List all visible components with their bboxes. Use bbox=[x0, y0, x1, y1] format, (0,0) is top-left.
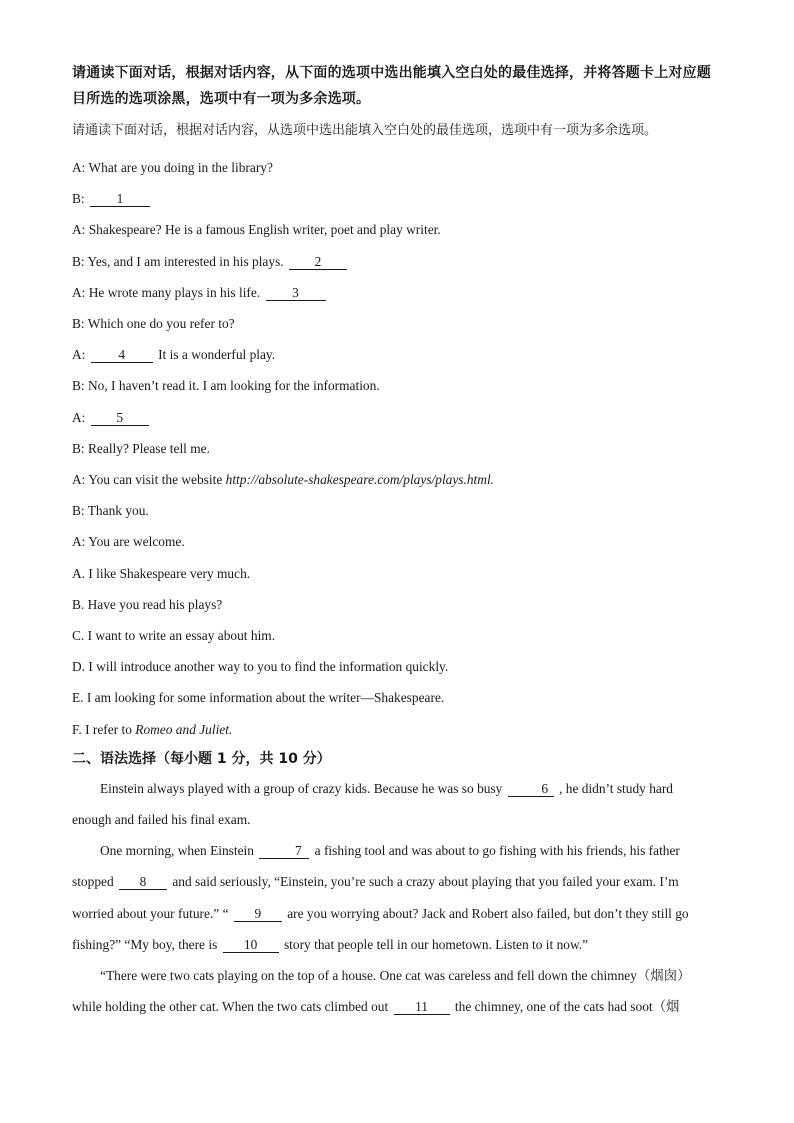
blank-2: 2 bbox=[289, 255, 347, 270]
blank-6: 6 bbox=[508, 782, 554, 797]
paragraph-1-cont: enough and failed his final exam. bbox=[72, 812, 251, 828]
dialogue-line-8: B: No, I haven’t read it. I am looking for the information. bbox=[72, 378, 380, 394]
dialogue-line-6: B: Which one do you refer to? bbox=[72, 316, 235, 332]
dialogue-line-4: B: Yes, and I am interested in his plays. 2 bbox=[72, 246, 722, 277]
dialogue-line-9: A: 5 bbox=[72, 402, 722, 433]
dialogue bbox=[72, 152, 722, 558]
dialogue-line-2: B: 1 bbox=[72, 183, 722, 214]
options-list bbox=[72, 558, 722, 745]
blank-3: 3 bbox=[266, 286, 326, 301]
blank-11: 11 bbox=[394, 1000, 450, 1015]
blank-10: 10 bbox=[223, 938, 279, 953]
option-b: B. Have you read his plays? bbox=[72, 596, 223, 612]
option-d: D. I will introduce another way to you to find the information quickly. bbox=[72, 659, 449, 675]
dialogue-line-11: A: You can visit the website http://absolute-shakespeare.com/plays/plays.html. bbox=[72, 472, 495, 488]
section-title: 二、语法选择（每小题 1 分，共 10 分） bbox=[72, 750, 331, 767]
document-page bbox=[72, 60, 722, 1022]
paragraph-3-line-2: while holding the other cat. When the two cats climbed out 11 the chimney, one of the cats had soot（烟 bbox=[72, 999, 680, 1015]
dialogue-line-5: A: He wrote many plays in his life. 3 bbox=[72, 277, 722, 308]
dialogue-line-1: A: What are you doing in the library? bbox=[72, 160, 273, 175]
paragraph-2-line-4: fishing?” “My boy, there is 10 story that people tell in our hometown. Listen to it now.” bbox=[72, 936, 589, 952]
dialogue-line-12: B: Thank you. bbox=[72, 503, 149, 519]
blank-8: 8 bbox=[119, 875, 167, 890]
instruction: 请通读下面对话，根据对话内容，从选项中选出能填入空白处的最佳选项，选项中有一项为多余选项。 bbox=[72, 123, 658, 138]
blank-4: 4 bbox=[91, 348, 153, 363]
dialogue-line-10: B: Really? Please tell me. bbox=[72, 440, 210, 456]
blank-7: 7 bbox=[259, 844, 309, 859]
option-e: E. I am looking for some information about the writer—Shakespeare. bbox=[72, 690, 445, 706]
option-a: A. I like Shakespeare very much. bbox=[72, 565, 251, 581]
option-c: C. I want to write an essay about him. bbox=[72, 628, 276, 644]
paragraph-2: One morning, when Einstein 7 a fishing tool and was about to go fishing with his friends, his father bbox=[100, 843, 680, 859]
option-f: F. I refer to Romeo and Juliet. bbox=[72, 721, 233, 737]
blank-1: 1 bbox=[90, 192, 150, 207]
dialogue-line-7: A: 4 It is a wonderful play. bbox=[72, 347, 276, 363]
blank-5: 5 bbox=[91, 411, 149, 426]
paragraph-2-line-3: worried about your future.” “ 9 are you worrying about? Jack and Robert also failed, but don’t they still go bbox=[72, 905, 689, 921]
dialogue-line-3: A: Shakespeare? He is a famous English writer, poet and play writer. bbox=[72, 222, 441, 238]
dialogue-line-13: A: You are welcome. bbox=[72, 534, 185, 550]
passage bbox=[72, 773, 722, 1023]
paragraph-2-line-2: stopped 8 and said seriously, “Einstein, you’re such a crazy about playing that you failed your exam. I’m bbox=[72, 874, 679, 890]
blank-9: 9 bbox=[234, 907, 282, 922]
paragraph-1: Einstein always played with a group of crazy kids. Because he was so busy 6 , he didn’t study hard bbox=[100, 780, 673, 796]
website-url: http://absolute-shakespeare.com/plays/plays.html. bbox=[225, 472, 495, 488]
play-title: Romeo and Juliet. bbox=[135, 721, 233, 737]
bold-instruction: 请通读下面对话，根据对话内容，从下面的选项中选出能填入空白处的最佳选择，并将答题卡上对应题目所选的选项涂黑，选项中有一项为多余选项。 bbox=[72, 65, 711, 107]
paragraph-3: “There were two cats playing on the top of a house. One cat was careless and fell down the chimney（烟囱） bbox=[100, 968, 691, 984]
